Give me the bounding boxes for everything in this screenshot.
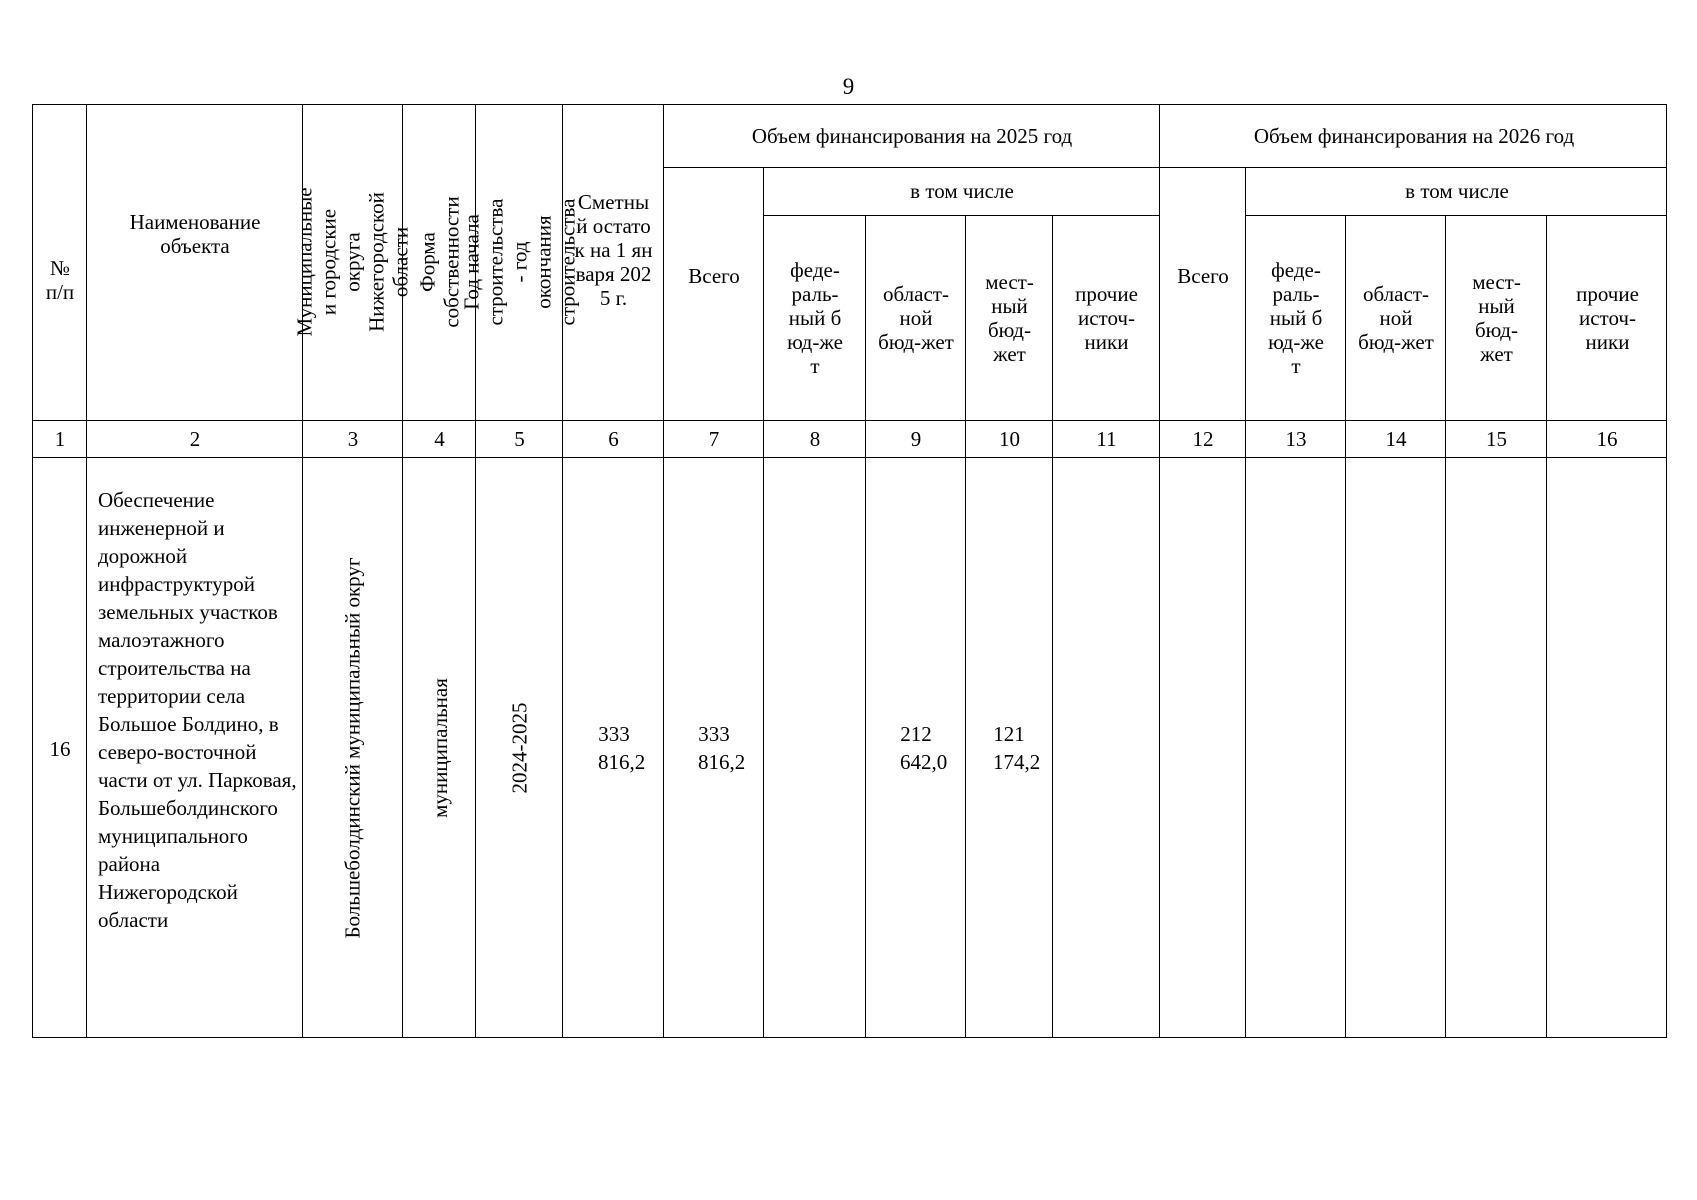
header-regional-2025: област-ной бюд-жет [878, 281, 954, 354]
column-number: 4 [434, 427, 445, 451]
column-number: 9 [910, 427, 922, 451]
column-number: 8 [809, 427, 821, 451]
header-ownership: Форма собственности [415, 196, 464, 328]
header-local-2025: мест-ный бюд-жет [985, 269, 1034, 366]
column-number: 3 [347, 427, 359, 451]
column-number: 1 [54, 427, 66, 451]
column-number: 6 [608, 427, 619, 451]
row-number: 16 [49, 737, 71, 761]
column-number: 10 [999, 427, 1020, 451]
header-balance: Сметный остаток на 1 января 2025 г. [574, 190, 653, 310]
column-number: 7 [708, 427, 720, 451]
ownership-form: муниципальная [427, 678, 452, 818]
header-total-2026: Всего [1177, 263, 1229, 288]
header-funding-2025: Объем финансирования на 2025 год [751, 123, 1073, 148]
column-number: 13 [1285, 427, 1307, 451]
municipal-district: Большеболдинский муниципальный округ [341, 557, 366, 939]
header-federal-2026: феде-раль-ный бюд-жет [1268, 257, 1324, 378]
column-number: 15 [1486, 427, 1507, 451]
local-2025-value: 121 174,2 [993, 722, 1041, 774]
header-regional-2026: област-ной бюд-жет [1358, 281, 1434, 354]
header-years: Год начала строительства - год окончания строительства [459, 198, 580, 326]
column-number: 14 [1385, 427, 1407, 451]
header-num: № п/п [45, 256, 75, 304]
construction-years: 2024-2025 [507, 702, 532, 794]
header-funding-2026: Объем финансирования на 2026 год [1253, 123, 1575, 148]
header-other-2026: прочие источ-ники [1576, 281, 1639, 354]
column-number: 5 [514, 427, 525, 451]
header-name: Наименование объекта [129, 210, 261, 258]
header-federal-2025: феде-раль-ный бюд-жет [787, 257, 843, 378]
object-name: Обеспечение инженерной и дорожной инфраструктурой земельных участков малоэтажного строительства на территории села Большое Болдино, в северо-восточной части от ул. Парковая, Большеболдинского муниципального района Нижегородской области [98, 488, 297, 932]
column-number: 2 [189, 427, 201, 451]
regional-2025-value: 212 642,0 [900, 722, 948, 774]
column-number: 11 [1096, 427, 1117, 451]
page-number: 9 [842, 74, 855, 99]
header-total-2025: Всего [688, 263, 740, 288]
column-number: 16 [1596, 427, 1618, 451]
header-including-2026: в том числе [1405, 179, 1509, 203]
header-other-2025: прочие источ-ники [1075, 281, 1138, 354]
header-including-2025: в том числе [910, 179, 1014, 203]
column-number: 12 [1192, 427, 1214, 451]
header-local-2026: мест-ный бюд-жет [1472, 269, 1521, 366]
header-municipal: Муниципальные и городские округа Нижегородской области [293, 187, 414, 337]
balance-value: 333 816,2 [598, 722, 646, 774]
total-2025-value: 333 816,2 [698, 722, 746, 774]
